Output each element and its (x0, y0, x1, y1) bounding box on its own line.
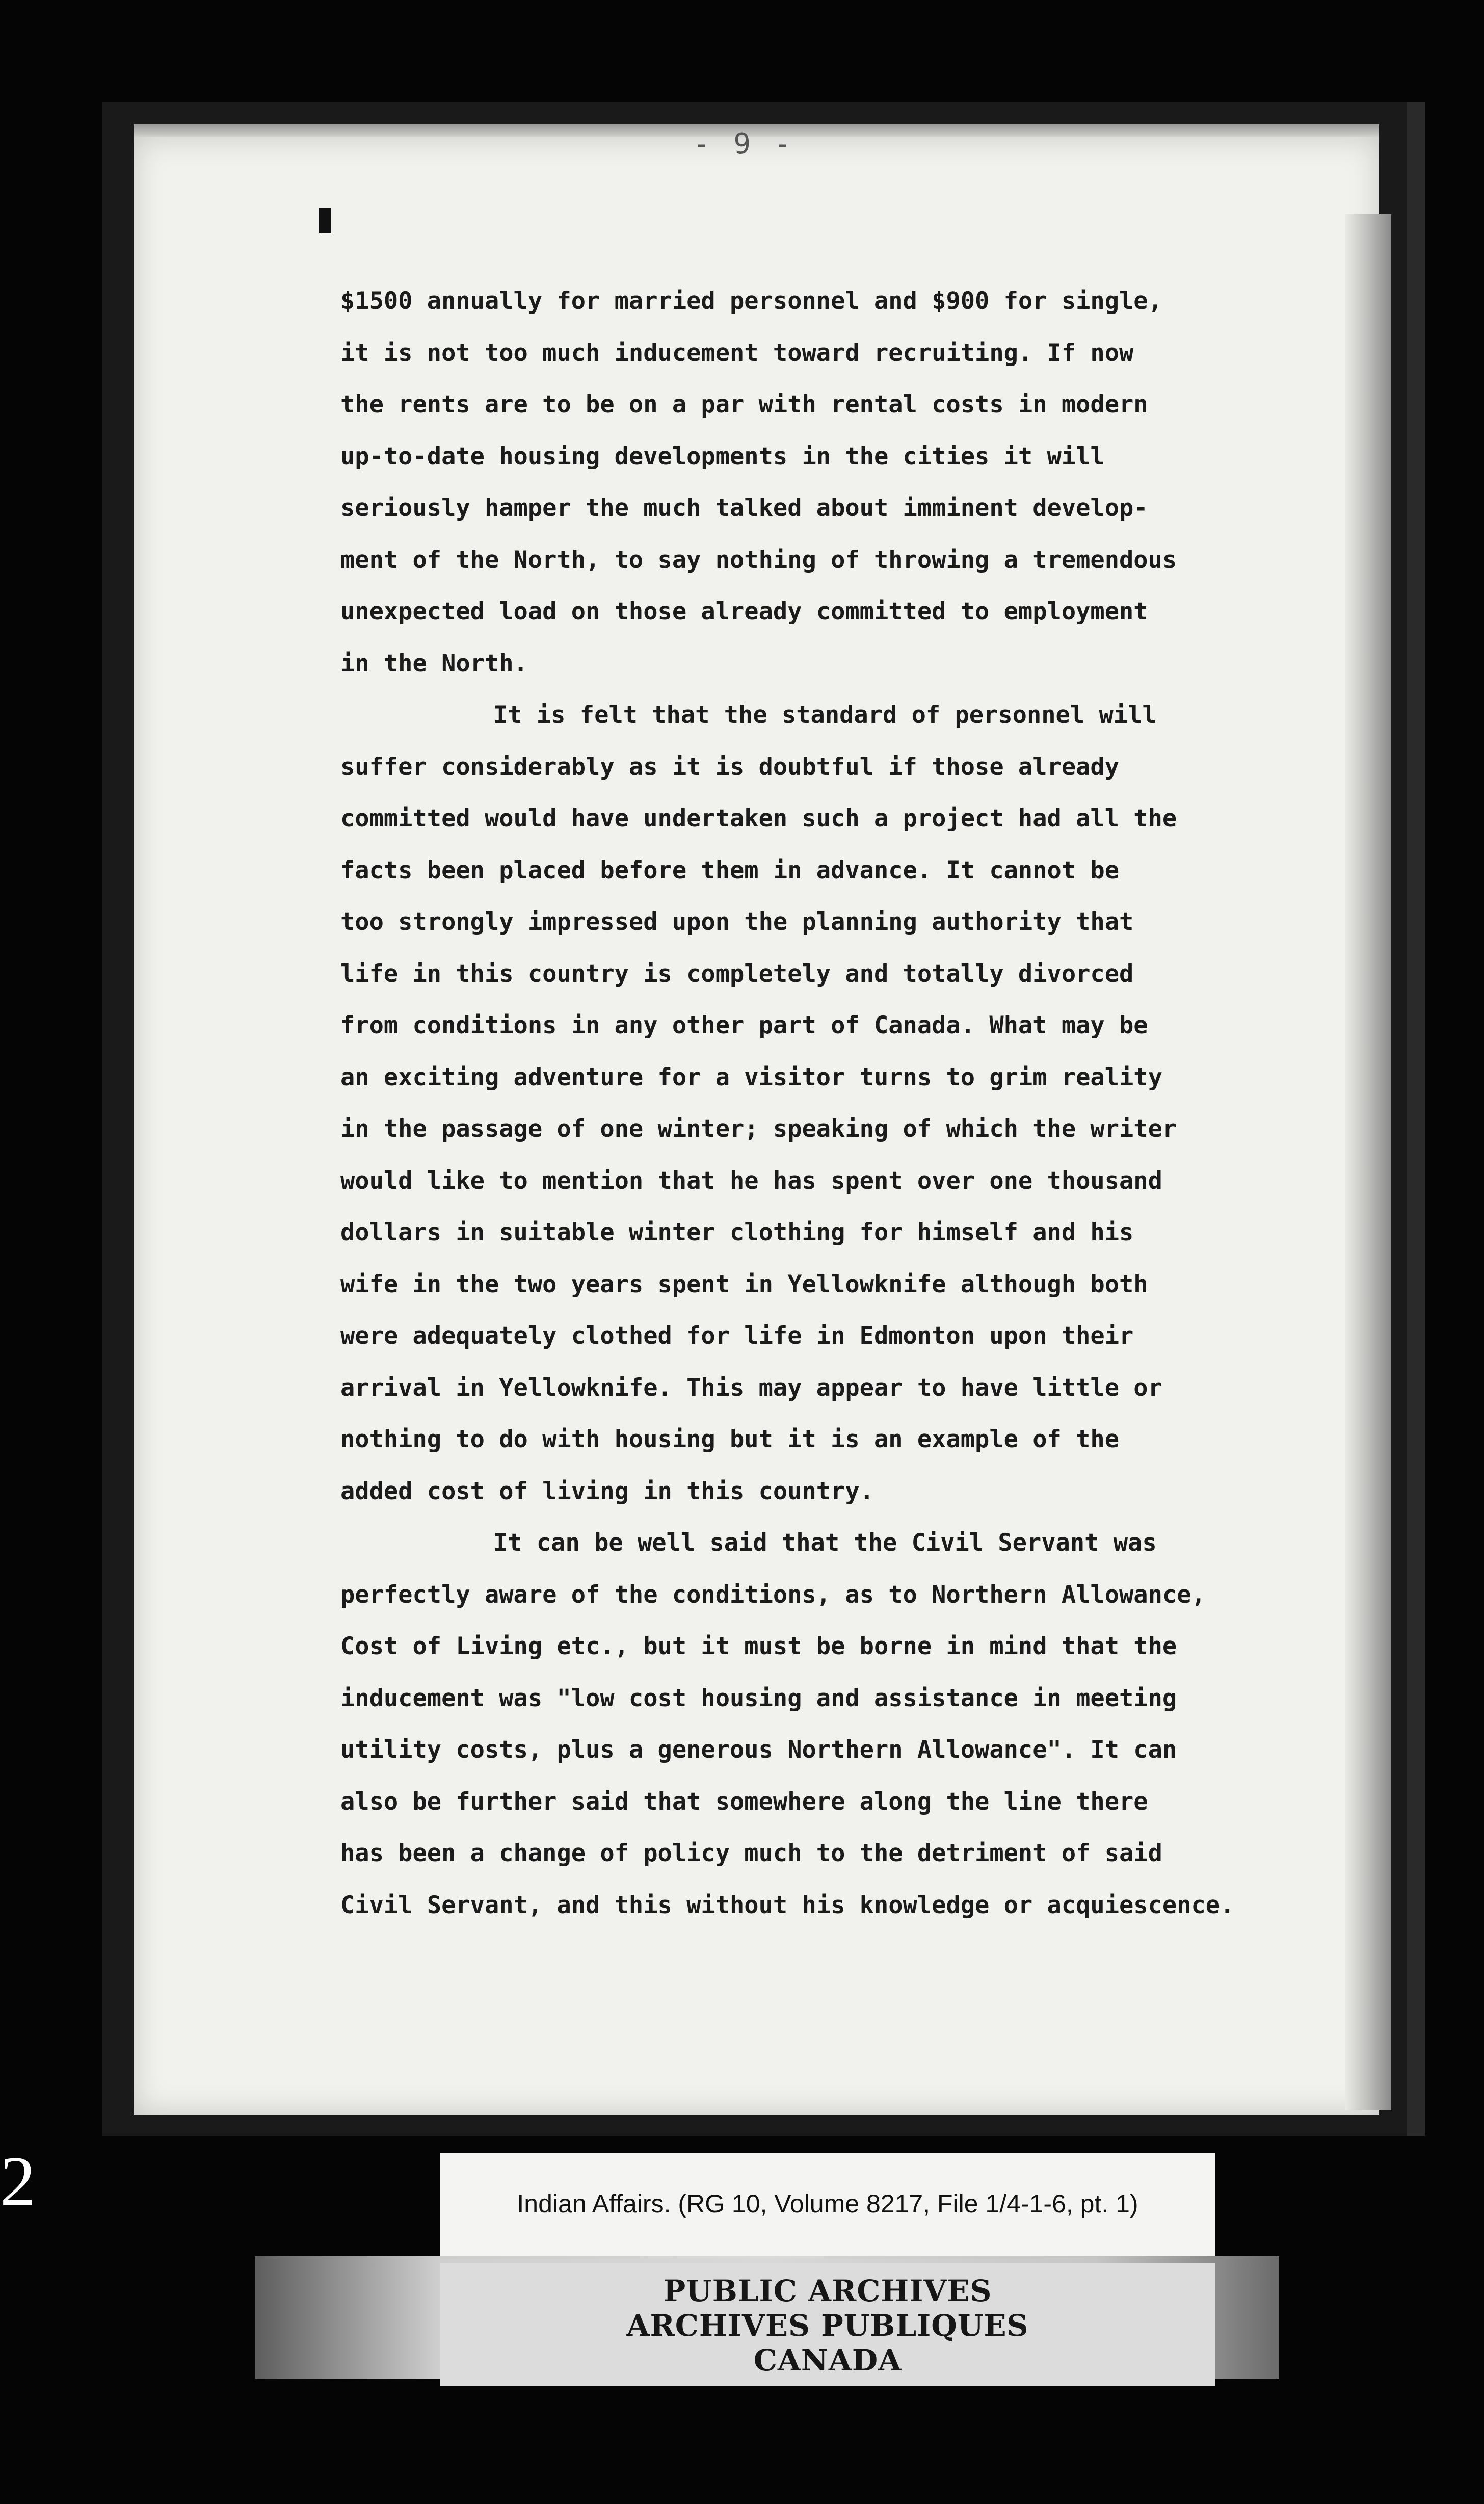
text-line: Cost of Living etc., but it must be borne in mind that the (340, 1632, 1177, 1660)
text-line: $1500 annually for married personnel and $900 for single, (340, 287, 1162, 315)
film-edge-mark: 2 (0, 2142, 36, 2221)
text-line: dollars in suitable winter clothing for himself and his (340, 1218, 1134, 1246)
archive-stamp-line-3: CANADA (753, 2343, 902, 2378)
text-line: from conditions in any other part of Canada. What may be (340, 1011, 1148, 1039)
text-line: added cost of living in this country. (340, 1477, 874, 1505)
archive-stamp (440, 2263, 1215, 2386)
paragraph-2 (340, 689, 1309, 1517)
paragraph-1 (340, 275, 1309, 689)
text-line: It is felt that the standard of personnel will (493, 701, 1157, 729)
text-line: in the passage of one winter; speaking of which the writer (340, 1115, 1177, 1143)
text-line: It can be well said that the Civil Servant was (493, 1529, 1157, 1557)
text-line: inducement was "low cost housing and assistance in meeting (340, 1684, 1177, 1712)
text-line: suffer considerably as it is doubtful if those already (340, 752, 1120, 781)
page-number: - 9 - (693, 127, 794, 161)
text-line: ment of the North, to say nothing of throwing a tremendous (340, 545, 1177, 574)
text-line: utility costs, plus a generous Northern Allowance". It can (340, 1736, 1177, 1764)
typed-body-text (340, 275, 1309, 1931)
archive-stamp-line-1: PUBLIC ARCHIVES (663, 2274, 992, 2308)
text-line: committed would have undertaken such a project had all the (340, 804, 1177, 832)
text-line: too strongly impressed upon the planning authority that (340, 908, 1134, 936)
text-line: Civil Servant, and this without his knowledge or acquiescence. (340, 1891, 1235, 1919)
text-line: unexpected load on those already committed to employment (340, 597, 1148, 625)
text-line: arrival in Yellowknife. This may appear to have little or (340, 1373, 1162, 1402)
text-line: an exciting adventure for a visitor turns to grim reality (340, 1063, 1162, 1091)
text-line: in the North. (340, 649, 528, 677)
text-line: up-to-date housing developments in the cities it will (340, 442, 1105, 471)
text-line: also be further said that somewhere along the line there (340, 1787, 1148, 1816)
paragraph-3 (340, 1517, 1309, 1931)
text-line: would like to mention that he has spent over one thousand (340, 1166, 1162, 1195)
text-line: the rents are to be on a par with rental costs in modern (340, 390, 1148, 419)
text-line: life in this country is completely and totally divorced (340, 959, 1134, 988)
text-line: wife in the two years spent in Yellowknife although both (340, 1270, 1148, 1298)
text-line: were adequately clothed for life in Edmonton upon their (340, 1322, 1134, 1350)
text-line: has been a change of policy much to the detriment of said (340, 1839, 1162, 1867)
text-line: perfectly aware of the conditions, as to Northern Allowance, (340, 1580, 1206, 1609)
text-line: facts been placed before them in advance. It cannot be (340, 856, 1120, 884)
archive-reference-label (440, 2153, 1215, 2262)
text-line: nothing to do with housing but it is an example of the (340, 1425, 1120, 1453)
text-line: it is not too much inducement toward recruiting. If now (340, 338, 1134, 367)
archive-stamp-line-2: ARCHIVES PUBLIQUES (626, 2308, 1029, 2343)
ink-mark (319, 208, 331, 233)
text-line: seriously hamper the much talked about imminent develop- (340, 494, 1148, 522)
archive-reference-text: Indian Affairs. (RG 10, Volume 8217, File 1/4-1-6, pt. 1) (517, 2189, 1138, 2218)
paper-right-edge (1345, 214, 1391, 2110)
